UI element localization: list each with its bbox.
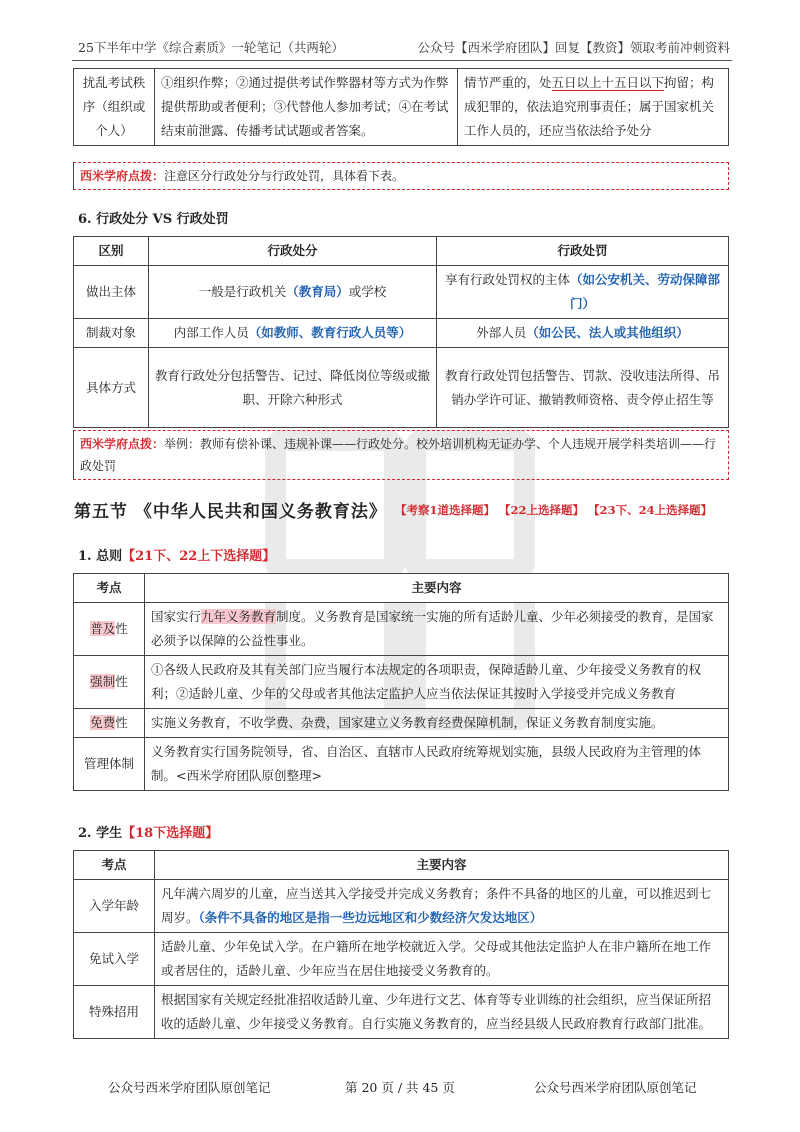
subheading-2: 2. 学生【18下选择题】 xyxy=(78,826,219,841)
col-header: 行政处分 xyxy=(149,237,437,266)
principles-table xyxy=(73,573,729,791)
row-acts: ①组织作弊；②通过提供考试作弊器材等方式为作弊提供帮助或者便利；③代替他人参加考试；④在考试结束前泄露、传播考试试题或者答案。 xyxy=(155,69,458,146)
row-content: 凡年满六周岁的儿童，应当送其入学接受并完成义务教育；条件不具备的地区的儿童，可以推迟到七周岁。（条件不具备的地区是指一些边远地区和少数经济欠发达地区） xyxy=(155,880,729,933)
row-result xyxy=(458,69,729,146)
tip-box-2 xyxy=(73,430,729,480)
tip-text: 举例：教师有偿补课、违规补课——行政处分。校外培训机构无证办学、个人违规开展学科类培训——行政处罚 xyxy=(80,437,717,473)
table-row xyxy=(74,266,729,319)
section-tag: 【23下、24上选择题】 xyxy=(588,503,713,517)
cell-b: 教育行政处罚包括警告、罚款、没收违法所得、吊销办学许可证、撤销教师资格、责令停止招生等 xyxy=(437,348,729,428)
page-number: 第 20 页 / 共 45 页 xyxy=(345,1080,455,1095)
col-header: 区别 xyxy=(74,237,149,266)
table-header-row xyxy=(74,851,729,880)
cell-a: 教育行政处分包括警告、记过、降低岗位等级或撤职、开除六种形式 xyxy=(149,348,437,428)
cell-b: 享有行政处罚权的主体（如公安机关、劳动保障部门） xyxy=(437,266,729,319)
result-pre: 情节严重的，处 xyxy=(464,75,552,90)
col-header: 主要内容 xyxy=(145,574,729,603)
table-row xyxy=(74,603,729,656)
col-header: 行政处罚 xyxy=(437,237,729,266)
cell-b: 外部人员（如公民、法人或其他组织） xyxy=(437,319,729,348)
table-row xyxy=(74,880,729,933)
row-content: 适龄儿童、少年免试入学。在户籍所在地学校就近入学。父母或其他法定监护人在非户籍所在地工作或者居住的，适龄儿童、少年应当在居住地接受义务教育的。 xyxy=(155,933,729,986)
subheading-1: 1. 总则【21下、22上下选择题】 xyxy=(78,549,276,564)
row-content: 义务教育实行国务院领导，省、自治区、直辖市人民政府统筹规划实施，县级人民政府为主管理的体制。<西米学府团队原创整理> xyxy=(145,738,729,791)
heading-6: 6. 行政处分 VS 行政处罚 xyxy=(78,212,229,227)
row-content: 国家实行九年义务教育制度。义务教育是国家统一实施的所有适龄儿童、少年必须接受的教育，是国家必须予以保障的公益性事业。 xyxy=(145,603,729,656)
table-row xyxy=(74,69,729,146)
footer-left: 公众号西米学府团队原创笔记 xyxy=(108,1080,271,1095)
row-content: 根据国家有关规定经批准招收适龄儿童、少年进行文艺、体育等专业训练的社会组织，应当保证所招收的适龄儿童、少年接受义务教育。自行实施义务教育的，应当经县级人民政府教育行政部门批准。 xyxy=(155,986,729,1039)
cell-a: 一般是行政机关（教育局）或学校 xyxy=(149,266,437,319)
table-row xyxy=(74,348,729,428)
section-title: 第五节 《中华人民共和国义务教育法》 xyxy=(74,502,387,522)
section-tag: 【22上选择题】 xyxy=(499,503,585,517)
cell-a: 内部工作人员（如教师、教育行政人员等） xyxy=(149,319,437,348)
footer-right: 公众号西米学府团队原创笔记 xyxy=(534,1080,697,1095)
section-tag: 【考察1道选择题】 xyxy=(395,503,496,517)
comparison-table xyxy=(73,236,729,428)
row-content: ①各级人民政府及其有关部门应当履行本法规定的各项职责，保障适龄儿童、少年接受义务教育的权利；②适龄儿童、少年的父母或者其他法定监护人应当依法保证其按时入学接受并完成义务教育 xyxy=(145,656,729,709)
row-label: 强制性 xyxy=(74,656,145,709)
row-label: 做出主体 xyxy=(74,266,149,319)
table-row xyxy=(74,933,729,986)
row-label: 扰乱考试秩序（组织或个人） xyxy=(74,69,155,146)
row-content: 实施义务教育，不收学费、杂费，国家建立义务教育经费保障机制，保证义务教育制度实施。 xyxy=(145,709,729,738)
col-header: 主要内容 xyxy=(155,851,729,880)
table-header-row xyxy=(74,237,729,266)
row-label: 制裁对象 xyxy=(74,319,149,348)
col-header: 考点 xyxy=(74,851,155,880)
table-row xyxy=(74,709,729,738)
result-highlight: 五日以上十五日以下 xyxy=(551,75,665,90)
row-label: 免试入学 xyxy=(74,933,155,986)
result-post: 拘留；构成犯罪的，依法追究刑事责任；属于国家机关工作人员的，还应当依法给予处分 xyxy=(464,75,715,138)
table-header-row xyxy=(74,574,729,603)
row-label: 管理体制 xyxy=(74,738,145,791)
row-label: 特殊招用 xyxy=(74,986,155,1039)
tip-label: 西米学府点拨： xyxy=(80,169,165,183)
row-label: 免费性 xyxy=(74,709,145,738)
header-left: 25下半年中学《综合素质》一轮笔记（共两轮） xyxy=(78,40,344,55)
tip-label: 西米学府点拨： xyxy=(80,437,165,451)
header-divider xyxy=(72,60,732,61)
row-label: 普及性 xyxy=(74,603,145,656)
col-header: 考点 xyxy=(74,574,145,603)
tip-box-1 xyxy=(73,162,729,190)
table-row xyxy=(74,738,729,791)
exam-order-table xyxy=(73,68,729,146)
header-right: 公众号【西米学府团队】回复【教资】领取考前冲刺资料 xyxy=(417,40,730,55)
row-label: 具体方式 xyxy=(74,348,149,428)
table-row xyxy=(74,656,729,709)
table-row xyxy=(74,319,729,348)
section-tags xyxy=(395,502,712,518)
row-label: 入学年龄 xyxy=(74,880,155,933)
table-row xyxy=(74,986,729,1039)
tip-text: 注意区分行政处分与行政处罚，具体看下表。 xyxy=(164,169,405,183)
students-table xyxy=(73,850,729,1039)
